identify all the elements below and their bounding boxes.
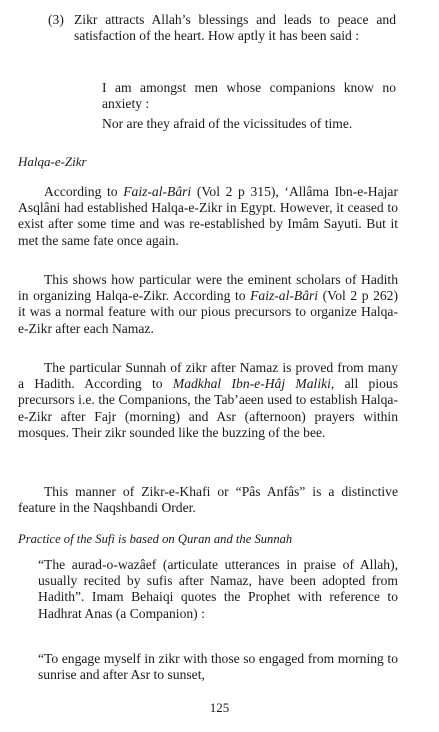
page-number: 125 [209,700,230,715]
text-run: According to [44,184,124,199]
paragraph-4 [18,484,398,516]
paragraph-3 [18,360,398,441]
quote-paragraph-1 [38,557,398,622]
verse-line-2 [102,116,396,132]
text-run: “To engage myself in zikr with those so engaged from morning to sunrise and after Asr to sunset, [38,651,398,683]
paragraph-2 [18,272,398,337]
text-run: , all pious precursors i.e. the Companions, the Tab’aeen used to establish Halqa-e-Zikr after Fajr (morning) and Asr (afternoon) prayers within mosques. Their zikr sounded like the buzzing of the bee. [18,376,398,440]
text-run: The particular Sunnah of zikr after Namaz is proved from many a Hadith. According to [18,360,398,392]
book-title: Faiz-al-Bâri [123,184,192,199]
text-run: This shows how particular were the eminent scholars of Hadith in organizing Halqa-e-Zikr. According to [18,272,398,304]
text-run: This manner of Zikr-e-Khafi or “Pâs Anfâs” is a distinctive feature in the Naqshbandi Order. [18,484,398,516]
verse-line-1 [102,80,396,112]
verse-text: I am amongst men whose companions know no anxiety : [102,80,396,112]
item-text: Zikr attracts Allah’s blessings and leads to peace and satisfaction of the heart. How aptly it has been said : [74,12,396,44]
text-run: (Vol 2 p 315), ‘Allâma Ibn-e-Hajar Asqlâni had established Halqa-e-Zikr in Egypt. However, it ceased to exist after some time and was re-established by Imâm Sayuti. But it met the same fate once again. [18,184,398,248]
verse-text: Nor are they afraid of the vicissitudes of time. [102,116,353,131]
book-title: Faiz-al-Bâri [250,288,319,304]
text-run: (Vol 2 p 262) it was a normal feature with our pious precursors to organize Halqa-e-Zikr after each Namaz. [18,288,398,336]
numbered-item-3 [48,12,396,44]
item-number: (3) [48,12,64,27]
text-run: “The aurad-o-wazâef (articulate utterances in praise of Allah), usually recited by sufis after Namaz, have been adopted from Hadith”. Imam Behaiqi quotes the Prophet with reference to Hadhrat Anas (a Companion) : [38,557,398,621]
paragraph-1 [18,184,398,249]
section-heading-halqa: Halqa-e-Zikr [18,154,87,169]
quote-paragraph-2 [38,651,398,683]
book-title: Madkhal Ibn-e-Hâj Maliki [172,376,331,392]
section-heading-practice: Practice of the Sufi is based on Quran and the Sunnah [18,532,293,546]
